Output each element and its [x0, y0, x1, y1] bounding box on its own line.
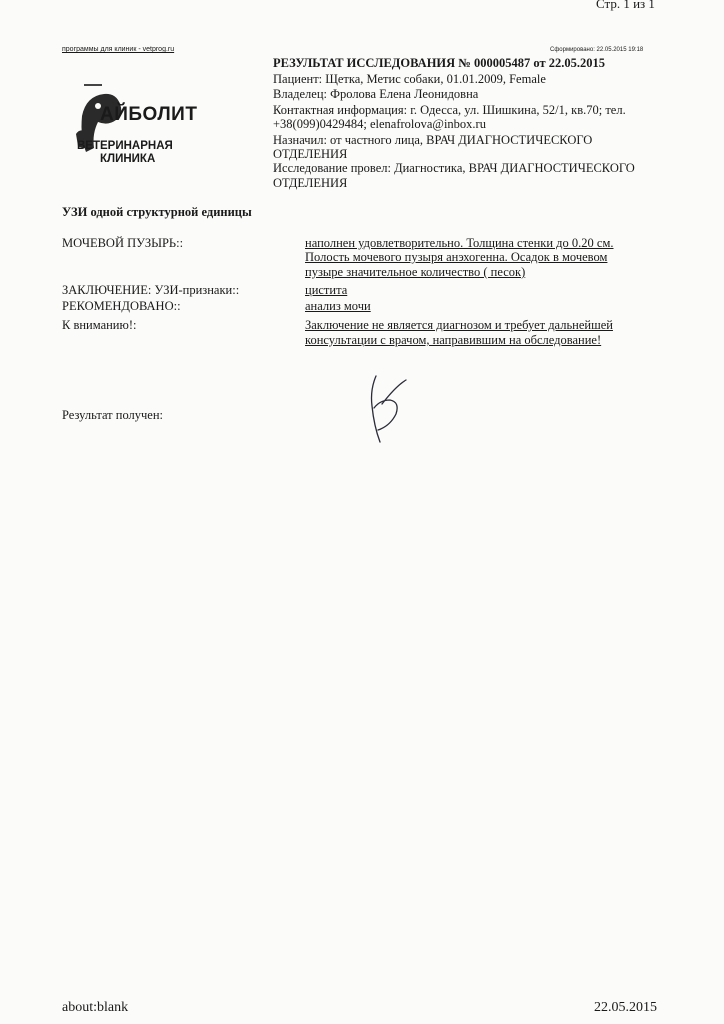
attention-value-line2: консультации с врачом, направившим на обследование! [305, 333, 602, 347]
performed-line2: ОТДЕЛЕНИЯ [273, 176, 348, 190]
assigned-line2: ОТДЕЛЕНИЯ [273, 147, 348, 161]
conclusion-value: цистита [305, 283, 348, 297]
attention-label: К вниманию!: [62, 318, 137, 332]
contact-info-line1: Контактная информация: г. Одесса, ул. Шишкина, 52/1, кв.70; тел. [273, 103, 626, 117]
bladder-label: МОЧЕВОЙ ПУЗЫРЬ:: [62, 236, 184, 250]
clinic-logo-name: АЙБОЛИТ [100, 104, 198, 125]
bladder-value-line1: наполнен удовлетворительно. Толщина стенки до 0.20 см. [305, 236, 614, 250]
performed-line1: Исследование провел: Диагностика, ВРАЧ ДИАГНОСТИЧЕСКОГО [273, 161, 635, 175]
recommended-label: РЕКОМЕНДОВАНО:: [62, 299, 181, 313]
attention-value-line1: Заключение не является диагнозом и требует дальнейшей [305, 318, 613, 332]
assigned-line1: Назначил: от частного лица, ВРАЧ ДИАГНОСТИЧЕСКОГО [273, 133, 593, 147]
doctor-signature [358, 374, 418, 446]
result-title: РЕЗУЛЬТАТ ИССЛЕДОВАНИЯ № 000005487 от 22.05.2015 [273, 56, 605, 70]
result-received-label: Результат получен: [62, 408, 164, 422]
footer-url: about:blank [62, 1000, 129, 1015]
bladder-value-line3: пузыре значительное количество ( песок) [305, 265, 526, 279]
clinic-logo-subtitle-1: ВЕТЕРИНАРНАЯ [77, 140, 173, 152]
footer-date: 22.05.2015 [594, 1000, 657, 1015]
page-counter: Стр. 1 из 1 [596, 0, 655, 11]
vetprog-link[interactable]: программы для клиник - vetprog.ru [62, 46, 175, 53]
bladder-value-line2: Полость мочевого пузыря анэхогенна. Осадок в мочевом [305, 250, 608, 264]
owner-info: Владелец: Фролова Елена Леонидовна [273, 87, 479, 101]
conclusion-label: ЗАКЛЮЧЕНИЕ: УЗИ-признаки:: [62, 283, 240, 297]
clinic-logo-subtitle-2: КЛИНИКА [100, 153, 156, 165]
contact-info-line2: +38(099)0429484; elenafrolova@inbox.ru [273, 117, 486, 131]
recommended-value: анализ мочи [305, 299, 371, 313]
section-title: УЗИ одной структурной единицы [62, 205, 252, 219]
formed-timestamp: Сформировано: 22.05.2015 19:18 [550, 47, 644, 53]
patient-info: Пациент: Щетка, Метис собаки, 01.01.2009, Female [273, 72, 546, 86]
